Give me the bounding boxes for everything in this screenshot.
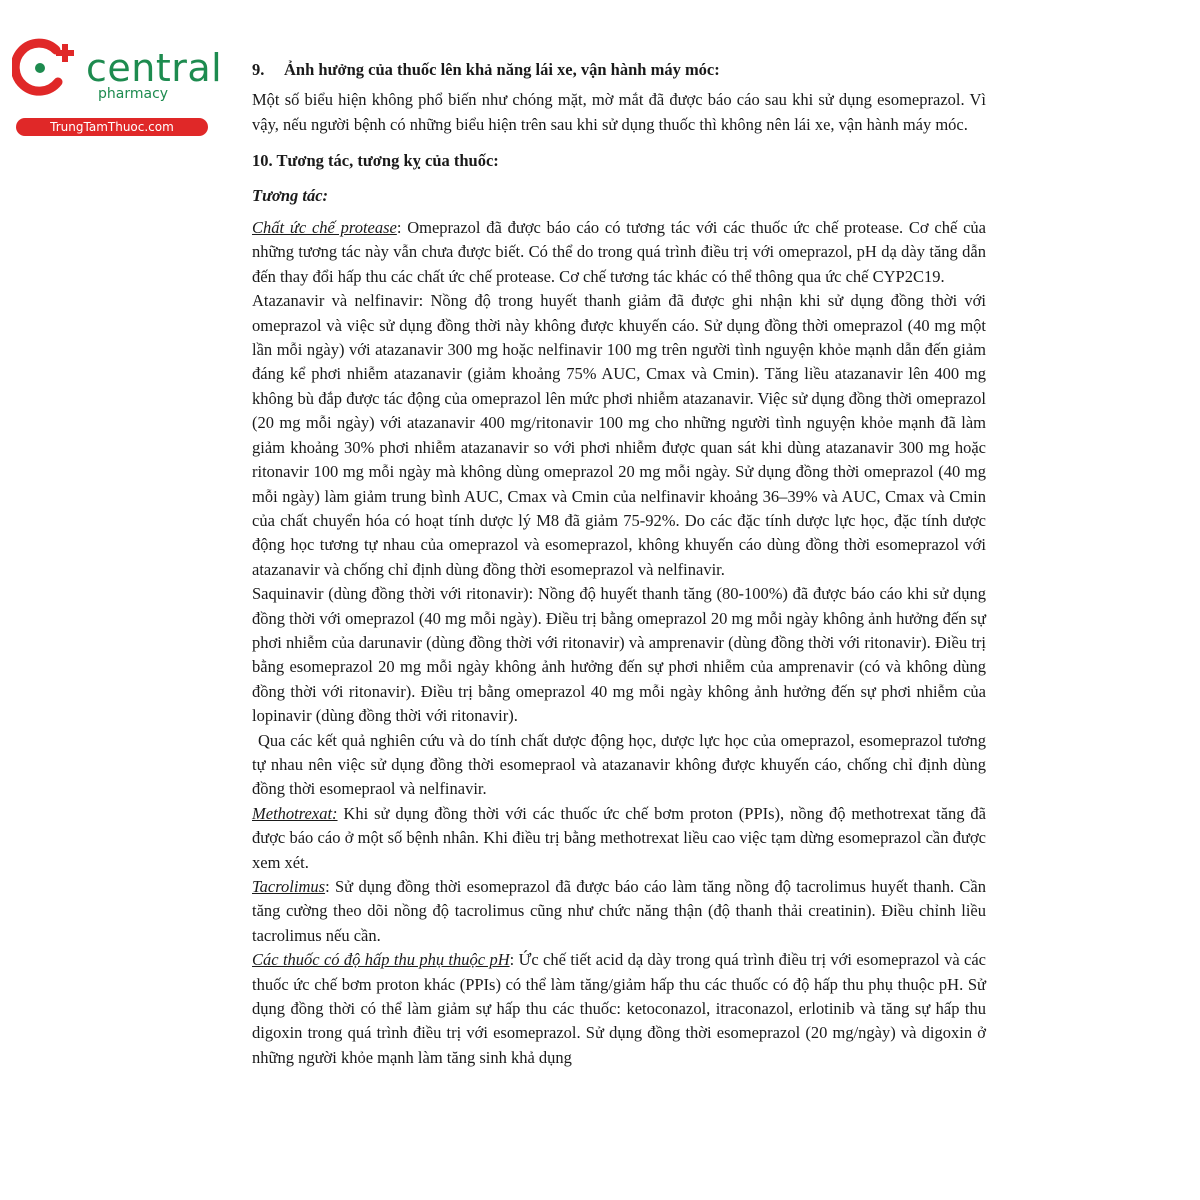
section-9-body: Một số biểu hiện không phổ biến như chóng mặt, mờ mắt đã được báo cáo sau khi sử dụng esomeprazol. Vì vậy, nếu người bệnh có những biểu hiện trên sau khi sử dụng thuốc thì không nên lái xe, vận hành máy móc. [252,90,986,134]
section-9-number: 9. [252,60,265,79]
section-9-heading [252,58,986,82]
ph-dependent-text: : Ức chế tiết acid dạ dày trong quá trình điều trị với esomeprazol và các thuốc ức chế bơm proton khác (PPIs) có thể làm tăng/giảm hấp thu các thuốc có độ hấp thu phụ thuộc pH. Sử dụng đồng thời có thể làm giảm sự hấp thu các thuốc: ketoconazol, itraconazol, erlotinib và tăng sự hấp thu digoxin trong quá trình điều trị với esomeprazol. Sử dụng đồng thời esomeprazol (20 mg/ngày) và digoxin ở những người khỏe mạnh làm tăng sinh khả dụng [252,950,986,1067]
saquinavir-paragraph: Saquinavir (dùng đồng thời với ritonavir): Nồng độ huyết thanh tăng (80-100%) đã được báo cáo khi sử dụng đồng thời với omeprazol (40 mg mỗi ngày). Điều trị bằng omeprazol 20 mg mỗi ngày không ảnh hưởng đến sự phơi nhiễm của darunavir (dùng đồng thời với ritonavir) và amprenavir (dùng đồng thời với ritonavir). Điều trị bằng esomeprazol 20 mg mỗi ngày không ảnh hưởng đến sự phơi nhiễm của amprenavir (có và không dùng đồng thời với ritonavir). Điều trị bằng omeprazol 40 mg mỗi ngày không ảnh hưởng đến sự phơi nhiễm của lopinavir (dùng đồng thời với ritonavir). [252,584,986,726]
interactions-subheading: Tương tác: [252,185,329,205]
brand-url: TrungTamThuoc.com [16,118,208,136]
section-9-title: Ảnh hưởng của thuốc lên khả năng lái xe, vận hành máy móc: [284,60,720,79]
brand-subtitle: pharmacy [98,86,169,102]
document-page [252,58,986,1070]
brand-name: central [86,46,223,90]
atazanavir-paragraph: Atazanavir và nelfinavir: Nồng độ trong huyết thanh giảm đã được ghi nhận khi sử dụng đồng thời với omeprazol và việc sử dụng đồng thời này không được khuyến cáo. Sử dụng đồng thời omeprazol (40 mg một lần mỗi ngày) với atazanavir 300 mg hoặc nelfinavir 100 mg trên người tình nguyện khỏe mạnh dẫn đến giảm đáng kể phơi nhiễm atazanavir (giảm khoảng 75% AUC, Cmax và Cmin). Tăng liều atazanavir lên 400 mg không bù đắp được tác động của omeprazol lên mức phơi nhiễm atazanavir. Việc sử dụng đồng thời omeprazol (20 mg mỗi ngày) với atazanavir 400 mg/ritonavir 100 mg cho những người tình nguyện khỏe mạnh đã làm giảm khoảng 30% phơi nhiễm atazanavir so với phơi nhiễm được quan sát khi dùng atazanavir 300 mg hoặc ritonavir 100 mg mỗi ngày mà không dùng omeprazol 20 mg mỗi ngày. Sử dụng đồng thời omeprazol (40 mg mỗi ngày) làm giảm trung bình AUC, Cmax và Cmin của nelfinavir khoảng 36–39% và AUC, Cmax và Cmin của chất chuyển hóa có hoạt tính dược lý M8 đã giảm 75-92%. Do các đặc tính dược lực học, đặc tính dược động học tương tự nhau của omeprazol và esomeprazol, không khuyến cáo dùng đồng thời esomeprazol với atazanavir và chống chỉ định dùng đồng thời esomeprazol và nelfinavir. [252,291,986,579]
protease-paragraph [252,216,986,289]
tacrolimus-text: : Sử dụng đồng thời esomeprazol đã được báo cáo làm tăng nồng độ tacrolimus huyết thanh. Cần tăng cường theo dõi nồng độ tacrolimus cũng như chức năng thận (độ thanh thải creatinin). Điều chỉnh liều tacrolimus nếu cần. [252,877,986,945]
protease-text: : Omeprazol đã được báo cáo có tương tác với các thuốc ức chế protease. Cơ chế của những tương tác này vẫn chưa được biết. Có thể do trong quá trình điều trị với omeprazol, pH dạ dày tăng dẫn đến thay đổi hấp thu các chất ức chế protease. Cơ chế tương tác khác có thể thông qua ức chế CYP2C19. [252,218,986,286]
conclusion-paragraph: Qua các kết quả nghiên cứu và do tính chất dược động học, dược lực học của omeprazol, esomeprazol tương tự nhau nên việc sử dụng đồng thời esomepraol và atazanavir không được khuyến cáo, chống chỉ định dùng đồng thời esomepraol và nelfinavir. [252,730,986,799]
tacrolimus-paragraph [252,875,986,948]
methotrexat-label: Methotrexat: [252,803,338,823]
tacrolimus-label: Tacrolimus [252,877,326,896]
methotrexat-text: Khi sử dụng đồng thời với các thuốc ức chế bơm proton (PPIs), nồng độ methotrexat tăng đã được báo cáo ở một số bệnh nhân. Khi điều trị bằng methotrexat liều cao việc tạm dừng esomeprazol cần được xem xét. [252,803,986,872]
pharmacy-cross-logo-icon [12,38,84,98]
methotrexat-paragraph [252,802,986,875]
ph-dependent-paragraph [252,948,986,1070]
protease-label: Chất ức chế protease [252,218,397,238]
ph-dependent-label: Các thuốc có độ hấp thu phụ thuộc pH [252,950,510,970]
section-10-heading: 10. Tương tác, tương kỵ của thuốc: [252,151,499,171]
central-pharmacy-logo [12,38,223,138]
